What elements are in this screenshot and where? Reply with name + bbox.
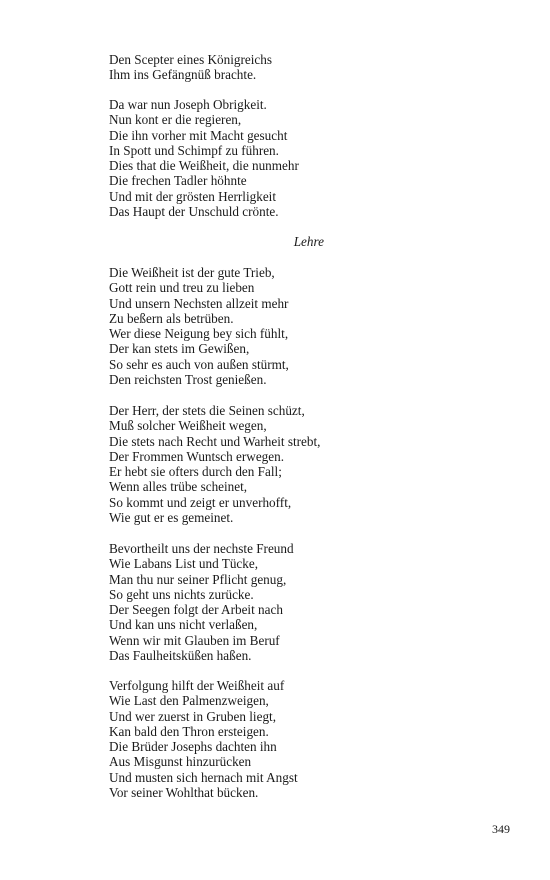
poem-line: Da war nun Joseph Obrigkeit. (109, 97, 267, 112)
poem-line: Den reichsten Trost genießen. (109, 372, 267, 388)
poem-line: Dies that die Weißheit, die nunmehr (109, 158, 299, 174)
poem-line: Und mit der grösten Herrligkeit (109, 188, 277, 204)
poem-line: Aus Misgunst hinzurücken (109, 754, 252, 770)
stanza-5 (109, 541, 389, 663)
poem-line: Der Herr, der stets die Seinen schüzt, (109, 403, 305, 418)
poem-line: Die Weißheit ist der gute Trieb, (109, 265, 275, 280)
poem-line: Verfolgung hilft der Weißheit auf (109, 678, 285, 693)
poem-line: Und kan uns nicht verlaßen, (109, 617, 258, 633)
stanza-3 (109, 265, 389, 387)
poem-line: Wenn alles trübe scheinet, (109, 479, 248, 495)
poem-line: Den Scepter eines Königreichs (109, 52, 272, 67)
poem-line: Wenn wir mit Glauben im Beruf (109, 632, 280, 648)
poem-line: Wie gut er es gemeinet. (109, 510, 234, 526)
poem-line: Und musten sich hernach mit Angst (109, 769, 298, 785)
poem-line: Der Frommen Wuntsch erwegen. (109, 448, 285, 464)
poem-line: Und wer zuerst in Gruben liegt, (109, 708, 276, 724)
poem-line: Der kan stets im Gewißen, (109, 341, 250, 357)
poem-line: Die frechen Tadler höhnte (109, 173, 247, 189)
poem-line: Das Faulheitsküßen haßen. (109, 648, 252, 664)
poem-line: Kan bald den Thron ersteigen. (109, 723, 269, 739)
stanza-1 (109, 52, 389, 83)
poem-line: So kommt und zeigt er unverhofft, (109, 494, 292, 510)
stanza-4 (109, 403, 389, 525)
poem-line: Und unsern Nechsten allzeit mehr (109, 295, 289, 311)
poem-line: In Spott und Schimpf zu führen. (109, 142, 279, 158)
poem-line: Zu beßern als betrüben. (109, 310, 234, 326)
poem-line: Bevortheilt uns der nechste Freund (109, 541, 294, 556)
poem-line: Ihm ins Gefängnüß brachte. (109, 67, 257, 83)
poem-line: Die stets nach Recht und Warheit strebt, (109, 433, 321, 449)
poem-line: Das Haupt der Unschuld crönte. (109, 204, 279, 220)
poem-line: Wer diese Neigung bey sich fühlt, (109, 326, 289, 342)
page-number: 349 (492, 822, 510, 836)
poem-line: So geht uns nichts zurücke. (109, 586, 254, 602)
poem-line: Die ihn vorher mit Macht gesucht (109, 127, 288, 143)
poem-line: Vor seiner Wohlthat bücken. (109, 785, 259, 801)
poem-line: Wie Last den Palmenzweigen, (109, 693, 269, 709)
section-heading: Lehre (293, 234, 324, 249)
poem-line: Wie Labans List und Tücke, (109, 556, 259, 572)
poem-line: Er hebt sie ofters durch den Fall; (109, 464, 282, 480)
stanza-6 (109, 678, 389, 800)
poem-line: Die Brüder Josephs dachten ihn (109, 739, 277, 755)
poem-line: Der Seegen folgt der Arbeit nach (109, 602, 283, 618)
poem-line: Gott rein und treu zu lieben (109, 280, 255, 296)
poem-line: Man thu nur seiner Pflicht genug, (109, 571, 287, 587)
stanza-2 (109, 97, 389, 219)
poem-line: Muß solcher Weißheit wegen, (109, 418, 267, 434)
poem-line: So sehr es auch von außen stürmt, (109, 356, 289, 372)
poem-line: Nun kont er die regieren, (109, 112, 242, 128)
